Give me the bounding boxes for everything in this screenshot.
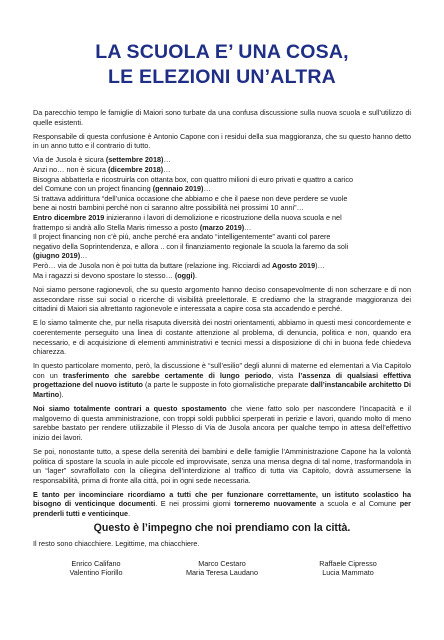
signoff-line: Il resto sono chiacchiere. Legittime, ma chiacchiere. (33, 539, 200, 549)
timeline-line: Entro dicembre 2019 inizieranno i lavori di demolizione e ricostruzione della nuova scuola e nel (33, 212, 342, 222)
signatory-name: Valentino Fiorillo (69, 568, 123, 578)
timeline-line: Però… via de Jusola non è poi tutta da buttare (relazione ing. Ricciardi ad Agosto 2019)… (33, 260, 325, 270)
signatures (33, 559, 411, 578)
timeline-line: (giugno 2019)… (33, 251, 88, 261)
signature-column (33, 559, 159, 578)
timeline-line: Il project financing non c’è più, anche perché era andato “intelligentemente” avanti col parere (33, 232, 331, 242)
timeline-line: frattempo si andrà allo Stella Maris rimesso a posto (marzo 2019)… (33, 222, 252, 232)
exile-paragraph: In questo particolare momento, però, la discussione è “sull’esilio” degli alunni di materne ed elementari a Via Capitolo con un trasferimento che sarebbe certamente di lungo periodo, vista l’assenza di qualsiasi effettiva progettazione del nuovo istituto (a parte le supposte in foto giornalistiche preparate dall’instancabile architetto Di Martino). (33, 361, 411, 400)
documents-paragraph: E tanto per incominciare ricordiamo a tutti che per funzionare correttamente, un istituto scolastico ha bisogno di venticinque documenti. E nei prossimi giorni torneremo nuovamente a scuola e al Comune per prenderli tutti e venticinque. (33, 489, 411, 519)
intro-paragraph: Da parecchio tempo le famiglie di Maiori sono turbate da una confusa discussione sulla nuova scuola e sull’utilizzo di quelle esistenti. (33, 108, 411, 127)
timeline-line: Via de Jusola è sicura (settembre 2018)… (33, 155, 171, 165)
title-line-1: LA SCUOLA E’ UNA COSA, (95, 41, 349, 63)
reasonable-people-paragraph: Noi siamo persone ragionevoli, che su questo argomento hanno deciso consapevolmente di non scherzare e di non assecondare risse sui social o ricerche di visibilità preelettorale. E crediamo che la stragrande maggioranza dei cittadini di Maiori sia altrettanto ragionevole e interessata a capire cosa sta accadendo e perché. (33, 285, 411, 314)
signatory-name: Maria Teresa Laudano (185, 568, 258, 578)
responsibility-paragraph: Responsabile di questa confusione è Antonio Capone con i residui della sua maggioranza, che su questo hanno detto in un anno tutto e il contrario di tutto. (33, 131, 411, 151)
signatory-name: Enrico Califano (71, 558, 121, 568)
signature-column (159, 559, 285, 578)
responsibility-warning-paragraph: Se poi, nonostante tutto, a spese della serenità dei bambini e delle famiglie l’Amministrazione Capone ha la volontà politica di spostare la scuola in aule piccole ed improvvisate, senza una mensa degna di tal nome, trasformandola in un “lager” sovraffollato con la ciliegina dell’interdizione al traffico di tutta via Capitolo, dovrà assumersene la responsabilità, prima di fronte alla città, poi in ogni sede necessaria. (33, 447, 411, 485)
opposition-paragraph: Noi siamo totalmente contrari a questo spostamento che viene fatto solo per nascondere l’incapacità e il malgoverno di questa amministrazione, con troppi soldi pubblici sperperati in perizie e lavori, quando molto di meno sarebbe bastato per rendere utilizzabile il Plesso di Via de Jusola ancora per qualche tempo in attesa dell’effettivo inizio dei lavori. (33, 404, 411, 442)
pledge-statement: Questo è l’impegno che noi prendiamo con la città. (93, 521, 351, 534)
signatory-name: Marco Cestaro (198, 558, 246, 568)
signatory-name: Lucia Mammato (322, 568, 374, 578)
timeline-list (33, 155, 411, 280)
timeline-line: bene ai nostri bambini perché non ci saranno altre possibilità nei prossimi 10 anni”… (33, 203, 304, 213)
signatory-name: Raffaele Cipresso (319, 558, 377, 568)
timeline-line: del Comune con un project financing (gennaio 2019)… (33, 184, 211, 194)
timeline-line: Anzi no… non è sicura (dicembre 2018)… (33, 164, 171, 174)
timeline-line: Ma i ragazzi si devono spostare lo stesso… (oggi). (33, 270, 197, 280)
consistency-paragraph: E lo siamo talmente che, pur nella risaputa diversità dei nostri orientamenti, abbiamo in questi mesi concordemente e coerentemente perseguito una linea di costante attenzione al problema, di denuncia, politica e non, quando era necessario, e di acquisizione di elementi amministrativi e tecnici messi a disposizione di chi in buona fede chiedeva chiarezza. (33, 318, 411, 357)
signature-column (285, 559, 411, 578)
title-line-2: LE ELEZIONI UN’ALTRA (108, 66, 336, 88)
timeline-line: negativo della Soprintendenza, e allora .. con il finanziamento regionale la scuola la faremo da soli (33, 241, 349, 251)
document-title (33, 0, 411, 90)
timeline-line: Si trattava addirittura “dell’unica occasione che abbiamo e che il paese non deve perdere se vuole (33, 193, 348, 203)
timeline-line: Bisogna abbatterla e ricostruirla con ottanta box, con quattro milioni di euro privati e quattro a carico (33, 174, 353, 184)
document-body (33, 108, 411, 578)
